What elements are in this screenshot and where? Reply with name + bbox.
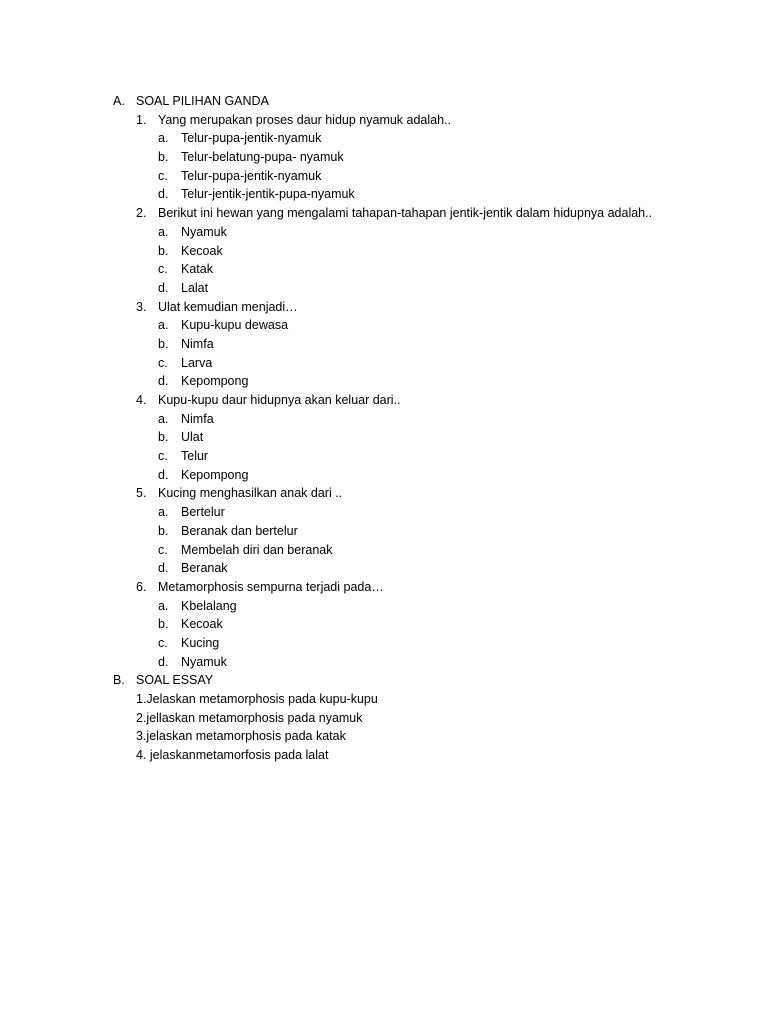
section-a-heading [0, 92, 768, 111]
question-text: Berikut ini hewan yang mengalami tahapan-tahapan jentik-jentik dalam hidupnya adalah.. [158, 206, 653, 221]
option-letter: c. [158, 635, 168, 650]
option-letter: c. [158, 542, 168, 557]
question-3-option-d [0, 372, 768, 391]
question-1 [0, 111, 768, 130]
question-6-option-d [0, 653, 768, 672]
essay-item-1 [0, 690, 768, 709]
option-letter: d. [158, 374, 169, 389]
option-letter: d. [158, 561, 169, 576]
option-text: Telur-pupa-jentik-nyamuk [181, 131, 322, 146]
option-text: Nimfa [181, 411, 214, 426]
question-5-option-b [0, 522, 768, 541]
essay-text: 1.Jelaskan metamorphosis pada kupu-kupu [136, 692, 378, 706]
question-number: 1. [136, 112, 147, 127]
section-a-title: SOAL PILIHAN GANDA [136, 94, 269, 108]
option-letter: c. [158, 168, 168, 183]
question-text: Ulat kemudian menjadi… [158, 299, 298, 314]
option-text: Nimfa [181, 336, 214, 351]
option-letter: a. [158, 318, 169, 333]
option-text: Larva [181, 355, 213, 370]
option-letter: d. [158, 654, 169, 669]
essay-item-3 [0, 727, 768, 746]
option-letter: b. [158, 523, 169, 538]
question-text: Metamorphosis sempurna terjadi pada… [158, 579, 384, 594]
question-2-option-b [0, 242, 768, 261]
option-text: Kbelalang [181, 598, 237, 613]
question-1-option-c [0, 167, 768, 186]
option-letter: b. [158, 336, 169, 351]
question-5-option-a [0, 503, 768, 522]
question-3 [0, 298, 768, 317]
option-letter: d. [158, 187, 169, 202]
option-text: Telur-jentik-jentik-pupa-nyamuk [181, 187, 355, 202]
question-number: 5. [136, 486, 147, 501]
document-page [0, 92, 768, 765]
section-b-title: SOAL ESSAY [136, 673, 214, 688]
question-text: Kupu-kupu daur hidupnya akan keluar dari.. [158, 393, 401, 407]
question-5 [0, 484, 768, 503]
essay-text: 3.jelaskan metamorphosis pada katak [136, 729, 346, 744]
question-number: 6. [136, 579, 147, 594]
option-text: Kepompong [181, 467, 249, 482]
question-6-option-b [0, 615, 768, 634]
option-text: Ulat [181, 430, 204, 445]
question-4 [0, 391, 768, 410]
option-text: Nyamuk [181, 654, 227, 669]
option-letter: c. [158, 355, 168, 370]
option-letter: d. [158, 280, 169, 295]
option-text: Beranak [181, 561, 228, 576]
essay-item-4 [0, 746, 768, 765]
question-1-option-a [0, 129, 768, 148]
option-text: Telur-belatung-pupa- nyamuk [181, 150, 344, 165]
question-2-option-a [0, 223, 768, 242]
option-text: Kepompong [181, 374, 249, 389]
question-4-option-b [0, 428, 768, 447]
option-text: Telur [181, 449, 209, 464]
question-6-option-a [0, 597, 768, 616]
question-2-option-c [0, 260, 768, 279]
option-letter: b. [158, 243, 169, 258]
option-letter: a. [158, 505, 169, 520]
question-4-option-a [0, 410, 768, 429]
option-letter: a. [158, 411, 169, 426]
question-3-option-b [0, 335, 768, 354]
option-letter: c. [158, 449, 168, 464]
option-text: Katak [181, 262, 213, 277]
question-5-option-c [0, 541, 768, 560]
option-letter: b. [158, 617, 169, 632]
essay-text: 2.jellaskan metamorphosis pada nyamuk [136, 710, 363, 725]
question-text: Kucing menghasilkan anak dari .. [158, 486, 343, 501]
question-2 [0, 204, 768, 223]
question-number: 2. [136, 206, 147, 221]
question-text: Yang merupakan proses daur hidup nyamuk adalah.. [158, 112, 452, 127]
option-letter: a. [158, 224, 169, 239]
option-text: Kupu-kupu dewasa [181, 318, 289, 333]
question-4-option-d [0, 466, 768, 485]
option-letter: b. [158, 430, 169, 445]
question-5-option-d [0, 559, 768, 578]
option-letter: a. [158, 598, 169, 613]
essay-text: 4. jelaskanmetamorfosis pada lalat [136, 748, 329, 763]
option-text: Telur-pupa-jentik-nyamuk [181, 168, 322, 183]
option-text: Kecoak [181, 617, 223, 632]
question-6 [0, 578, 768, 597]
option-text: Membelah diri dan beranak [181, 542, 333, 557]
question-4-option-c [0, 447, 768, 466]
option-text: Bertelur [181, 505, 225, 520]
question-2-option-d [0, 279, 768, 298]
question-1-option-b [0, 148, 768, 167]
option-text: Lalat [181, 280, 209, 295]
section-b-heading [0, 671, 768, 690]
section-a-marker: A. [113, 94, 125, 108]
question-number: 3. [136, 299, 147, 314]
question-1-option-d [0, 185, 768, 204]
option-letter: c. [158, 262, 168, 277]
option-text: Nyamuk [181, 224, 227, 239]
essay-item-2 [0, 709, 768, 728]
option-letter: b. [158, 150, 169, 165]
option-text: Beranak dan bertelur [181, 523, 298, 538]
question-3-option-c [0, 354, 768, 373]
question-6-option-c [0, 634, 768, 653]
question-number: 4. [136, 393, 147, 407]
section-b-marker: B. [113, 673, 125, 688]
question-3-option-a [0, 316, 768, 335]
option-text: Kucing [181, 635, 220, 650]
option-text: Kecoak [181, 243, 223, 258]
option-letter: d. [158, 467, 169, 482]
option-letter: a. [158, 131, 169, 146]
